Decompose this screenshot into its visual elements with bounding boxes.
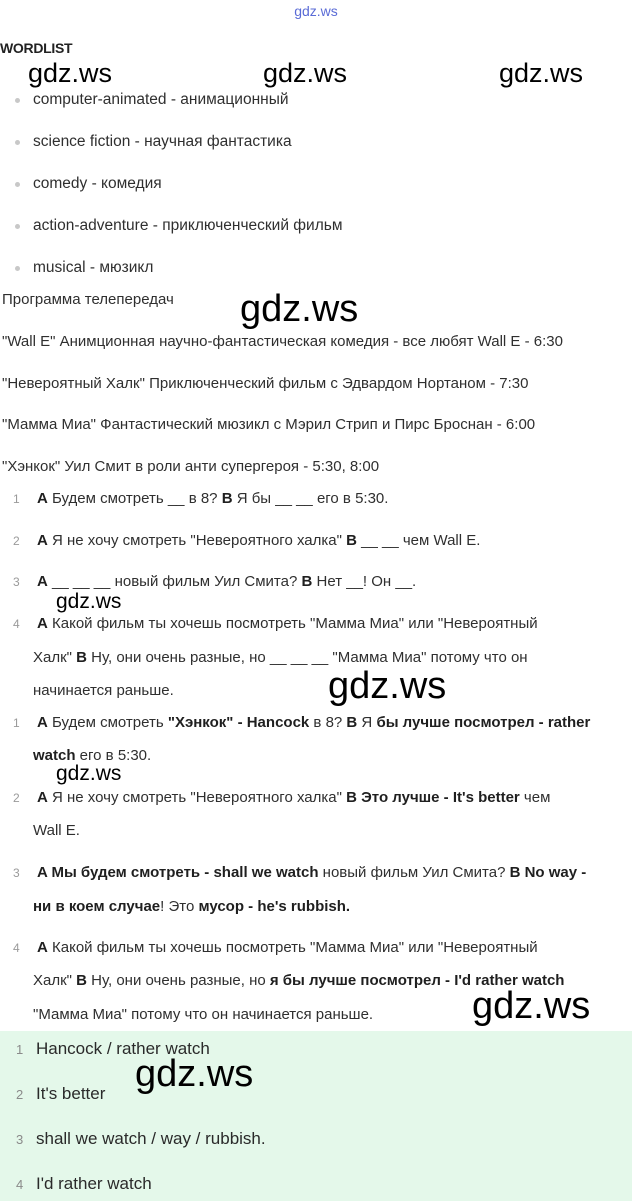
- answer-text: It's better: [36, 1084, 106, 1103]
- item-number: 3: [13, 575, 20, 589]
- filled-line: A Мы будем смотреть - shall we watch новый фильм Уил Смита? B No way -: [37, 864, 587, 881]
- item-number: 1: [13, 492, 20, 506]
- item-number: 1: [13, 716, 20, 730]
- item-number: 2: [13, 534, 20, 548]
- item-number: 2: [13, 791, 20, 805]
- answer-number: 2: [16, 1087, 24, 1102]
- top-link[interactable]: gdz.ws: [294, 3, 338, 19]
- exercise-line: A Будем смотреть __ в 8? B Я бы __ __ его в 5:30.: [37, 490, 389, 507]
- program-line: "Мамма Миа" Фантастический мюзикл с Мэрил Стрип и Пирс Броснан - 6:00: [2, 416, 536, 433]
- bullet-icon: [15, 224, 20, 229]
- answer-number: 1: [16, 1042, 24, 1057]
- section-heading: WORDLIST: [0, 40, 73, 56]
- answer-text: Hancock / rather watch: [36, 1039, 210, 1058]
- item-number: 4: [13, 941, 20, 955]
- wordlist-item: science fiction - научная фантастика: [33, 133, 292, 150]
- program-title: Программа телепередач: [2, 291, 174, 308]
- watermark: gdz.ws: [499, 58, 584, 88]
- bullet-icon: [15, 182, 20, 187]
- program-line: "Невероятный Халк" Приключенческий фильм с Эдвардом Нортаном - 7:30: [2, 375, 529, 392]
- answer-text: I'd rather watch: [36, 1174, 152, 1193]
- wordlist-item: comedy - комедия: [33, 175, 162, 192]
- filled-line: watch его в 5:30.: [33, 747, 152, 764]
- exercise-line: A Я не хочу смотреть "Невероятного халка" B __ __ чем Wall E.: [37, 532, 481, 549]
- watermark: gdz.ws: [240, 288, 359, 330]
- wordlist-item: action-adventure - приключенческий фильм: [33, 217, 343, 234]
- bullet-icon: [15, 266, 20, 271]
- answer-text: shall we watch / way / rubbish.: [36, 1129, 266, 1148]
- exercise-line: начинается раньше.: [33, 682, 174, 699]
- filled-line: "Мамма Миа" потому что он начинается раньше.: [33, 1006, 374, 1023]
- program-line: "Хэнкок" Уил Смит в роли анти супергероя - 5:30, 8:00: [2, 458, 380, 475]
- watermark: gdz.ws: [472, 985, 591, 1027]
- filled-line: Wall E.: [33, 822, 80, 839]
- filled-line: Халк" B Ну, они очень разные, но я бы лучше посмотрел - I'd rather watch: [33, 972, 565, 989]
- filled-line: A Будем смотреть "Хэнкок" - Hancock в 8? B Я бы лучше посмотрел - rather: [37, 714, 591, 731]
- watermark: gdz.ws: [56, 590, 122, 613]
- filled-line: A Я не хочу смотреть "Невероятного халка" B Это лучше - It's better чем: [37, 789, 551, 806]
- exercise-line: A __ __ __ новый фильм Уил Смита? B Нет __! Он __.: [37, 573, 417, 590]
- watermark: gdz.ws: [328, 665, 447, 707]
- exercise-line: Халк" B Ну, они очень разные, но __ __ __ "Мамма Миа" потому что он: [33, 649, 528, 666]
- wordlist-item: computer-animated - анимационный: [33, 91, 289, 108]
- watermark: gdz.ws: [135, 1053, 254, 1095]
- item-number: 4: [13, 617, 20, 631]
- wordlist-item: musical - мюзикл: [33, 259, 154, 276]
- exercise-line: A Какой фильм ты хочешь посмотреть "Мамма Миа" или "Невероятный: [37, 615, 538, 632]
- bullet-icon: [15, 98, 20, 103]
- answer-number: 3: [16, 1132, 24, 1147]
- watermark: gdz.ws: [263, 58, 348, 88]
- answer-number: 4: [16, 1177, 24, 1192]
- filled-line: ни в коем случае! Это мусор - he's rubbish.: [33, 898, 351, 915]
- watermark: gdz.ws: [28, 58, 113, 88]
- filled-line: A Какой фильм ты хочешь посмотреть "Мамма Миа" или "Невероятный: [37, 939, 538, 956]
- program-line: "Wall E" Анимционная научно-фантастическая комедия - все любят Wall E - 6:30: [2, 333, 563, 350]
- item-number: 3: [13, 866, 20, 880]
- bullet-icon: [15, 140, 20, 145]
- watermark: gdz.ws: [56, 762, 122, 785]
